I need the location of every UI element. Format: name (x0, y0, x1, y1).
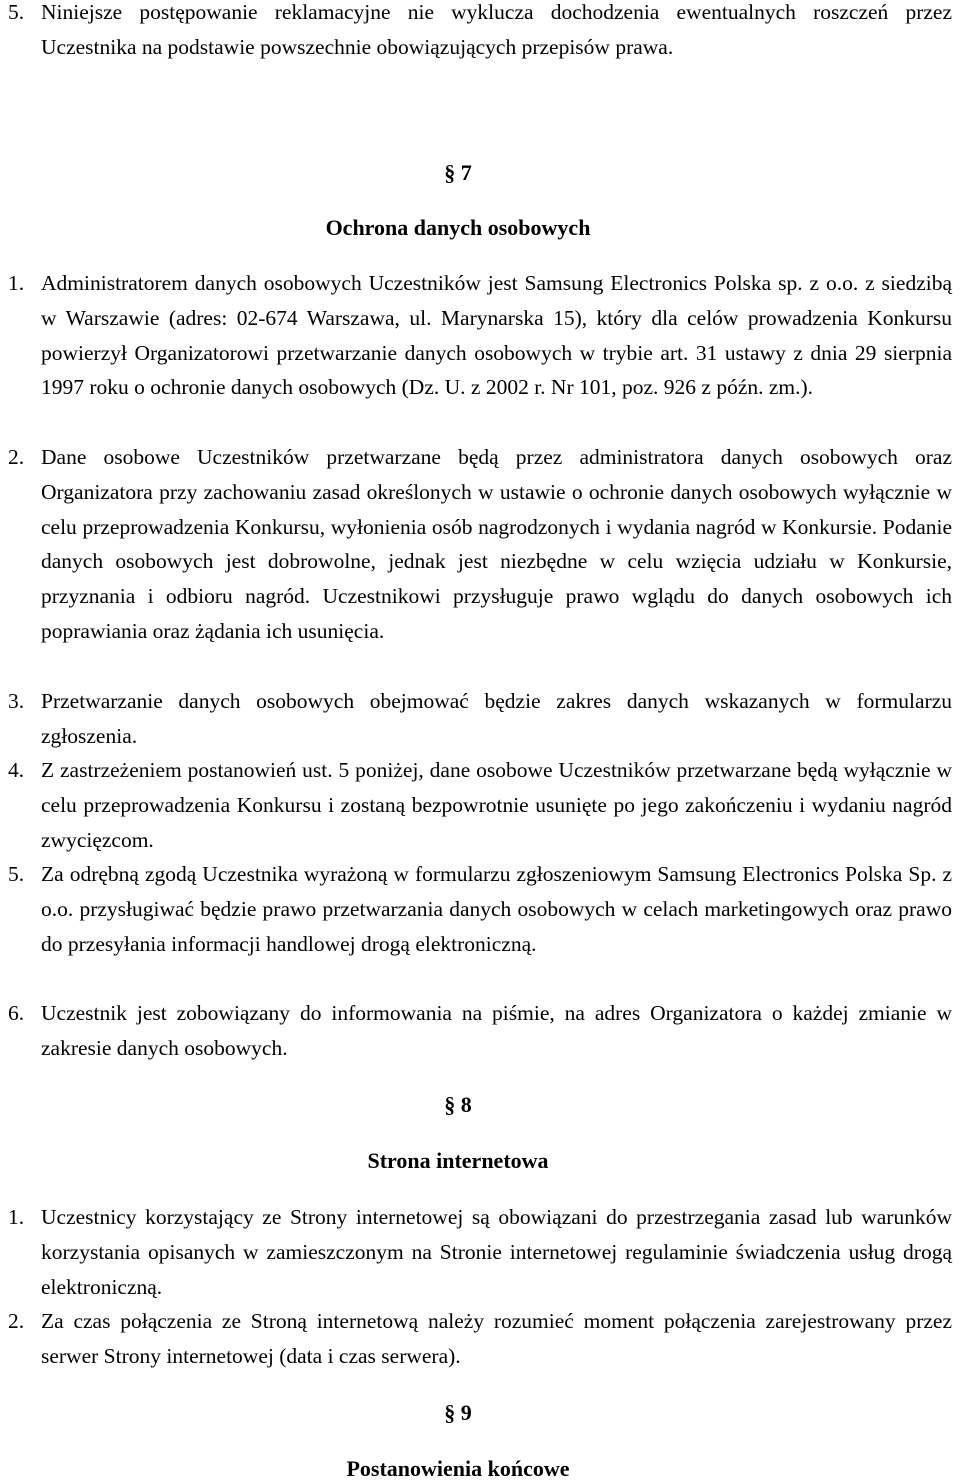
item-text: Za czas połączenia ze Stroną internetową należy rozumieć moment połączenia zarejestrowany przez serwer Strony internetowej (data i czas serwera). (41, 1309, 952, 1368)
item-number: 2. (8, 445, 25, 469)
item-number: 6. (8, 1001, 25, 1025)
item-number: 4. (8, 758, 25, 782)
item-number: 1. (8, 1205, 25, 1229)
list-item (8, 266, 952, 405)
list-item (8, 0, 952, 65)
list-item (8, 440, 952, 649)
section-number: § 9 (444, 1400, 472, 1425)
section-title: Postanowienia końcowe (346, 1456, 570, 1481)
item-number: 5. (8, 0, 25, 24)
list-item (8, 996, 952, 1066)
item-text: Niniejsze postępowanie reklamacyjne nie wyklucza dochodzenia ewentualnych roszczeń przez Uczestnika na podstawie powszechnie obowiązujących przepisów prawa. (41, 0, 952, 59)
item-number: 2. (8, 1309, 25, 1333)
item-text: Za odrębną zgodą Uczestnika wyrażoną w formularzu zgłoszeniowym Samsung Electronics Polska Sp. z o.o. przysługiwać będzie prawo przetwarzania danych osobowych w celach marketingowych oraz prawo do przesyłania informacji handlowej drogą elektroniczną. (41, 862, 952, 956)
item-text: Dane osobowe Uczestników przetwarzane będą przez administratora danych osobowych oraz Organizatora przy zachowaniu zasad określonych w ustawie o ochronie danych osobowych wyłącznie w celu przeprowadzenia Konkursu, wyłonienia osób nagrodzonych i wydania nagród w Konkursie. Podanie danych osobowych jest dobrowolne, jednak jest niezbędne w celu wzięcia udziału w Konkursie, przyznania i odbioru nagród. Uczestnikowi przysługuje prawo wglądu do danych osobowych ich poprawiania oraz żądania ich usunięcia. (41, 445, 952, 643)
section-number: § 7 (444, 160, 472, 185)
item-text: Uczestnik jest zobowiązany do informowania na piśmie, na adres Organizatora o każdej zmianie w zakresie danych osobowych. (41, 1001, 952, 1060)
section-title: Strona internetowa (367, 1148, 549, 1173)
list-item (8, 684, 952, 754)
item-text: Z zastrzeżeniem postanowień ust. 5 poniżej, dane osobowe Uczestników przetwarzane będą wyłącznie w celu przeprowadzenia Konkursu i zostaną bezpowrotnie usunięte po jego zakończeniu i wydaniu nagród zwycięzcom. (41, 758, 952, 852)
item-text: Przetwarzanie danych osobowych obejmować będzie zakres danych wskazanych w formularzu zgłoszenia. (41, 689, 952, 748)
list-item (8, 1304, 952, 1374)
list-item (8, 857, 952, 961)
item-number: 5. (8, 862, 25, 886)
section-number: § 8 (444, 1092, 472, 1117)
section-title: Ochrona danych osobowych (325, 215, 591, 240)
list-item (8, 1200, 952, 1304)
list-item (8, 753, 952, 857)
item-text: Uczestnicy korzystający ze Strony internetowej są obowiązani do przestrzegania zasad lub warunków korzystania opisanych w zamieszczonym na Stronie internetowej regulaminie świadczenia usług drogą elektroniczną. (41, 1205, 952, 1299)
item-number: 3. (8, 689, 25, 713)
item-text: Administratorem danych osobowych Uczestników jest Samsung Electronics Polska sp. z o.o. z siedzibą w Warszawie (adres: 02-674 Warszawa, ul. Marynarska 15), który dla celów prowadzenia Konkursu powierzył Organizatorowi przetwarzanie danych osobowych w trybie art. 31 ustawy z dnia 29 sierpnia 1997 roku o ochronie danych osobowych (Dz. U. z 2002 r. Nr 101, poz. 926 z późn. zm.). (41, 271, 952, 400)
item-number: 1. (8, 271, 25, 295)
